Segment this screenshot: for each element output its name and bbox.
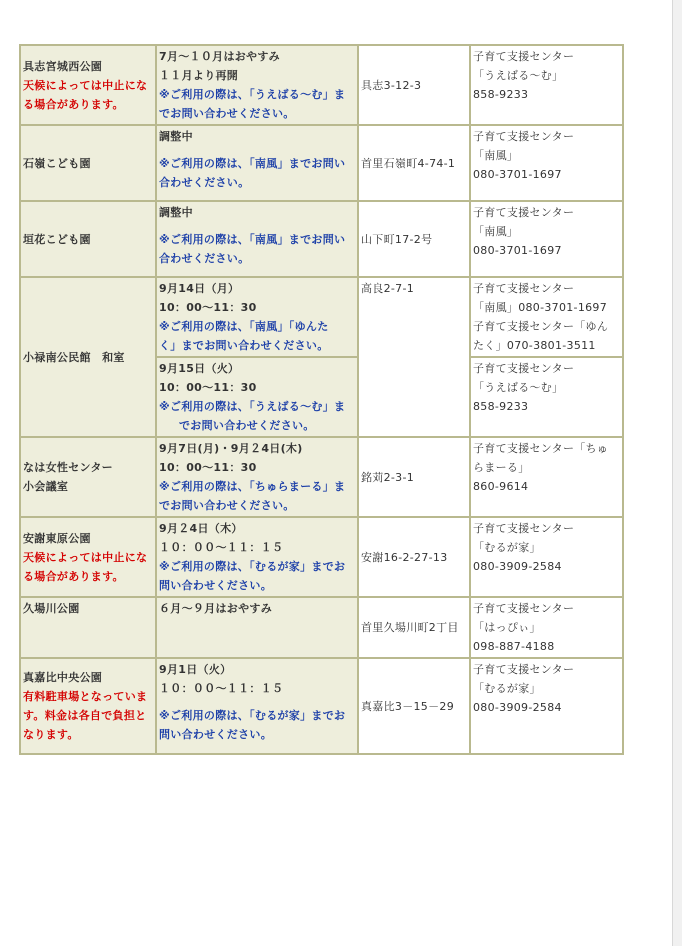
phone-number: 080-3909-2584 (473, 560, 562, 573)
contact-text: らまーる」 (473, 461, 530, 474)
schedule-text: 9月14日（月） (159, 282, 240, 295)
schedule-text: 10：00～11：30 (159, 461, 257, 474)
contact-cell (470, 45, 623, 125)
contact-text: 「南風」 (473, 149, 519, 162)
parking-warning: なります。 (23, 728, 79, 741)
contact-text: 子育て支援センター (473, 50, 575, 63)
address-cell (358, 517, 470, 597)
contact-note: ※ご利用の際は、「むるが家」までお (159, 709, 346, 722)
schedule-text: 9月1日（火） (159, 663, 232, 676)
contact-cell (470, 597, 623, 658)
phone-number: 080-3701-1697 (473, 168, 562, 181)
place-cell (20, 277, 156, 437)
contact-note: でお問い合わせください。 (179, 419, 315, 432)
contact-text: 「むるが家」 (473, 541, 541, 554)
contact-text: 「南風」080-3701-1697 (473, 301, 608, 314)
phone-number: 858-9233 (473, 88, 529, 101)
contact-text: 子育て支援センター (473, 362, 575, 375)
address-text: 山下町17-2号 (361, 232, 433, 246)
contact-text: 「むるが家」 (473, 682, 541, 695)
place-name: 小禄南公民館 和室 (23, 350, 125, 364)
schedule-text: １０：００～１１：１５ (159, 682, 284, 695)
contact-note: ※ご利用の際は、「むるが家」までお (159, 560, 346, 573)
address-text: 安謝16-2-27-13 (361, 550, 448, 564)
phone-number: 858-9233 (473, 400, 529, 413)
table-row (20, 277, 623, 357)
contact-cell (470, 201, 623, 277)
place-name: なは女性センター (23, 461, 113, 474)
table-row (20, 437, 623, 517)
schedule-cell (156, 437, 358, 517)
parking-warning: 有料駐車場となっていま (23, 690, 148, 703)
schedule-text: 10：00～11：30 (159, 301, 257, 314)
phone-number: 098-887-4188 (473, 640, 555, 653)
schedule-cell (156, 597, 358, 658)
schedule-text: 9月7日(月)・9月２4日(木) (159, 442, 303, 455)
table-row (20, 201, 623, 277)
phone-number: 860-9614 (473, 480, 529, 493)
contact-text: 子育て支援センター (473, 602, 575, 615)
parking-warning: す。料金は各自で負担と (23, 709, 147, 722)
place-cell (20, 437, 156, 517)
contact-text: 「南風」 (473, 225, 519, 238)
contact-cell (470, 277, 623, 357)
contact-cell (470, 437, 623, 517)
address-cell (358, 597, 470, 658)
schedule-text: 10：00～11：30 (159, 381, 257, 394)
contact-text: 子育て支援センター (473, 522, 575, 535)
contact-text: 子育て支援センター (473, 206, 575, 219)
contact-note: ※ご利用の際は、「南風」までお問い (159, 157, 346, 170)
contact-text: たく」070-3801-3511 (473, 339, 596, 352)
schedule-text: ６月～９月はおやすみ (159, 602, 272, 615)
contact-cell (470, 357, 623, 437)
place-cell (20, 45, 156, 125)
contact-text: 「うえばる～む」 (473, 69, 564, 82)
contact-note: ※ご利用の際は、「南風」までお問い (159, 233, 346, 246)
place-cell (20, 517, 156, 597)
contact-note: 合わせください。 (159, 252, 250, 265)
schedule-text: 9月15日（火） (159, 362, 240, 375)
place-name: 小会議室 (23, 480, 69, 493)
address-text: 銘苅2-3-1 (361, 470, 415, 484)
contact-note: ※ご利用の際は、「ちゅらまーる」ま (159, 480, 346, 493)
contact-note: 合わせください。 (159, 176, 250, 189)
contact-note: 問い合わせください。 (159, 579, 272, 592)
address-text: 具志3-12-3 (361, 78, 422, 92)
place-name: 具志宮城西公園 (23, 59, 103, 73)
schedule-text: 調整中 (159, 130, 193, 143)
schedule-cell (156, 357, 358, 437)
address-cell (358, 658, 470, 754)
address-cell (358, 277, 470, 437)
weather-warning: 天候によっては中止にな (23, 550, 148, 564)
address-cell (358, 125, 470, 201)
table-row (20, 597, 623, 658)
contact-text: 「うえばる～む」 (473, 381, 564, 394)
contact-note: 問い合わせください。 (159, 728, 272, 741)
contact-cell (470, 658, 623, 754)
contact-note: ※ご利用の際は、「うえばる～む」ま (159, 88, 346, 101)
address-text: 首里石嶺町4-74-1 (361, 156, 456, 170)
table-row (20, 517, 623, 597)
contact-text: 子育て支援センター (473, 282, 575, 295)
place-cell (20, 125, 156, 201)
contact-text: 「はっぴぃ」 (473, 621, 541, 634)
schedule-cell (156, 277, 358, 357)
table-row (20, 125, 623, 201)
table-row (20, 45, 623, 125)
contact-note: ※ご利用の際は、「うえばる～む」ま (159, 400, 346, 413)
place-name: 安謝東原公園 (23, 531, 91, 545)
address-cell (358, 201, 470, 277)
weather-warning: る場合があります。 (23, 569, 124, 583)
schedule-text: １１月より再開 (159, 69, 239, 82)
schedule-text: 9月２4日（木） (159, 522, 243, 535)
schedule-text: 7月～１０月はおやすみ (159, 50, 280, 63)
address-text: 首里久場川町2丁目 (361, 621, 459, 634)
schedule-text: １０：００～１１：１５ (159, 541, 284, 554)
place-name: 石嶺こども園 (23, 156, 91, 170)
address-cell (358, 45, 470, 125)
schedule-text: 調整中 (159, 206, 193, 219)
contact-text: 子育て支援センター「ゆん (473, 320, 609, 333)
place-cell (20, 201, 156, 277)
weather-warning: 天候によっては中止にな (23, 78, 148, 92)
contact-note: く」までお問い合わせください。 (159, 339, 329, 352)
weather-warning: る場合があります。 (23, 97, 124, 111)
phone-number: 080-3909-2584 (473, 701, 562, 714)
schedule-cell (156, 45, 358, 125)
contact-text: 子育て支援センター (473, 663, 575, 676)
schedule-cell (156, 201, 358, 277)
phone-number: 080-3701-1697 (473, 244, 562, 257)
place-cell (20, 597, 156, 658)
place-cell (20, 658, 156, 754)
address-text: 真嘉比3－15－29 (361, 699, 454, 713)
place-name: 久場川公園 (23, 602, 80, 615)
schedule-cell (156, 517, 358, 597)
place-name: 真嘉比中央公園 (23, 671, 103, 684)
contact-cell (470, 125, 623, 201)
schedule-cell (156, 125, 358, 201)
contact-note: ※ご利用の際は、「南風」「ゆんた (159, 320, 329, 333)
address-cell (358, 437, 470, 517)
contact-note: でお問い合わせください。 (159, 499, 295, 512)
contact-text: 子育て支援センター「ちゅ (473, 442, 609, 455)
schedule-table (19, 44, 624, 755)
contact-note: でお問い合わせください。 (159, 107, 295, 120)
table-row (20, 658, 623, 754)
address-text: 高良2-7-1 (361, 282, 415, 295)
schedule-cell (156, 658, 358, 754)
page-scrollbar[interactable] (672, 0, 682, 946)
contact-cell (470, 517, 623, 597)
place-name: 垣花こども園 (23, 232, 91, 246)
contact-text: 子育て支援センター (473, 130, 575, 143)
